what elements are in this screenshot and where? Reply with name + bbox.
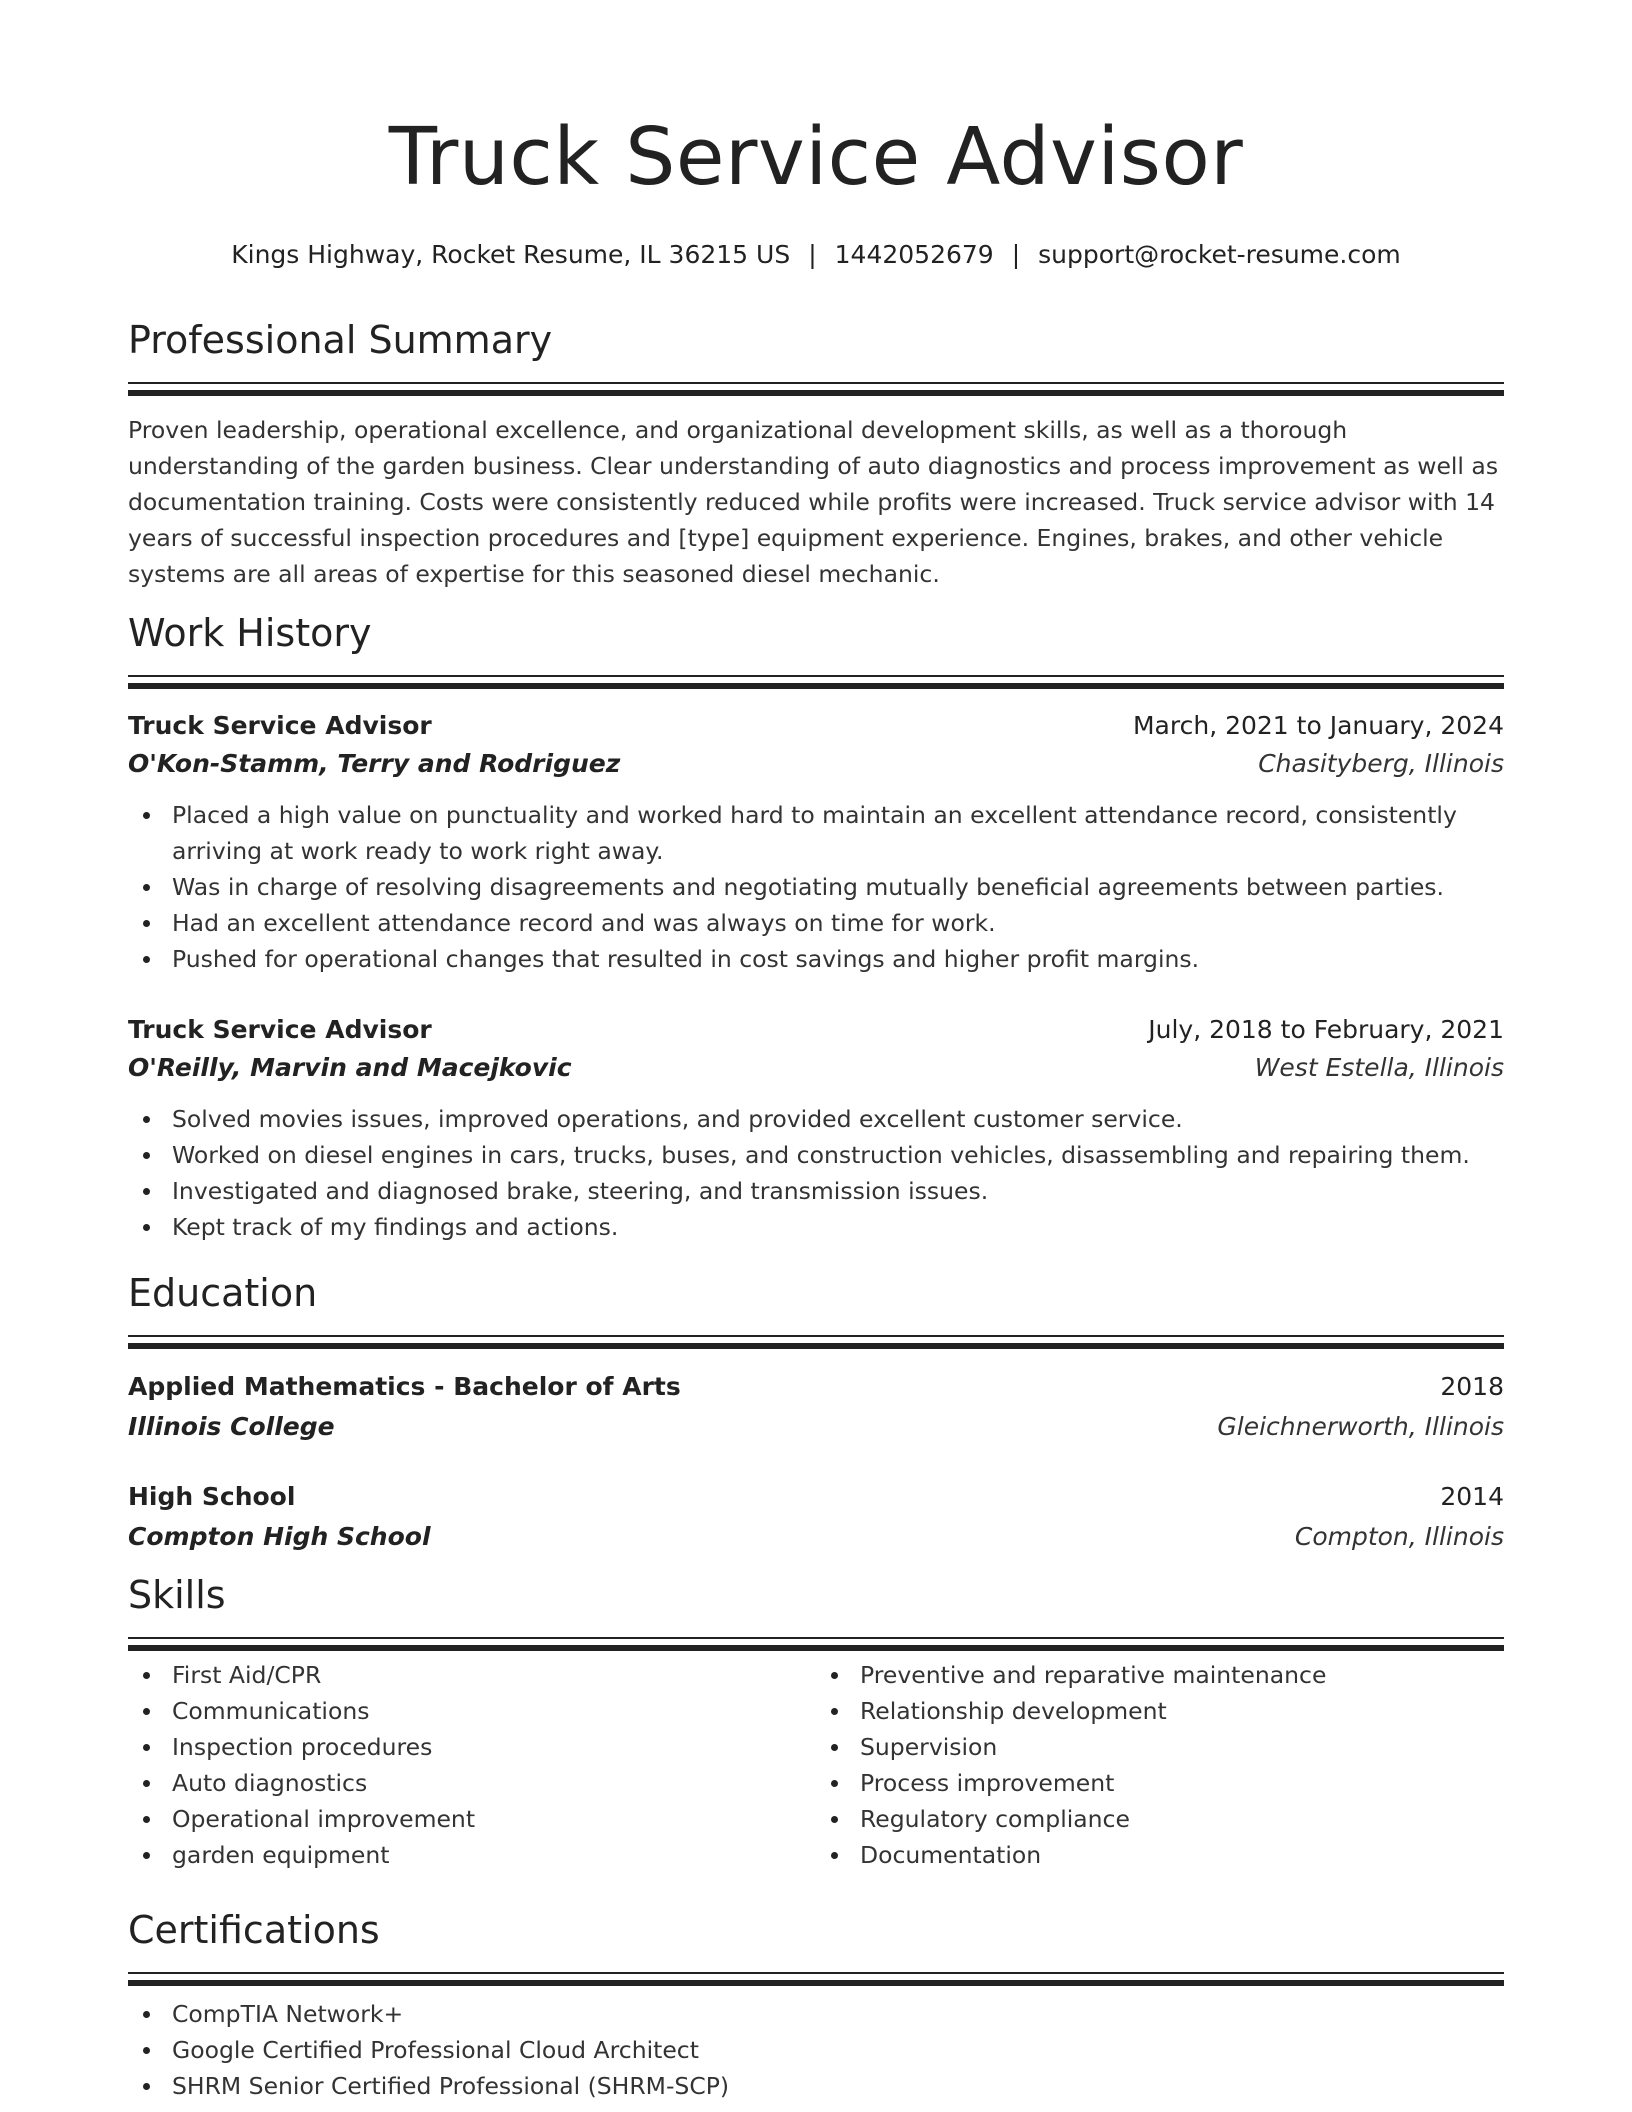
contact-line	[0, 240, 1632, 270]
skill-item: Operational improvement	[128, 1801, 816, 1837]
section-title-summary: Professional Summary	[128, 318, 553, 362]
section-title-skills: Skills	[128, 1573, 226, 1617]
education-school: Illinois College	[128, 1411, 335, 1441]
skill-item: Communications	[128, 1693, 816, 1729]
education-location: Gleichnerworth, Illinois	[1217, 1411, 1504, 1441]
section-divider	[128, 675, 1504, 689]
skills-column-right	[816, 1657, 1504, 1873]
education-entry	[128, 1367, 1504, 1447]
skill-item: Supervision	[816, 1729, 1504, 1765]
job-entry	[128, 1011, 1504, 1245]
skill-item: Auto diagnostics	[128, 1765, 816, 1801]
resume-name: Truck Service Advisor	[388, 111, 1244, 203]
certification-list	[128, 1996, 1504, 2104]
job-bullets	[128, 797, 1504, 977]
education-section	[128, 1271, 1504, 1557]
education-year: 2018	[1440, 1371, 1504, 1401]
job-location: Chasityberg, Illinois	[1258, 748, 1504, 778]
job-dates: March, 2021 to January, 2024	[1132, 710, 1504, 740]
skill-item: Documentation	[816, 1837, 1504, 1873]
section-title-certifications: Certifications	[128, 1908, 380, 1952]
certification-item: CompTIA Network+	[128, 1996, 1504, 2032]
job-bullet: Solved movies issues, improved operations, and provided excellent customer service.	[128, 1101, 1504, 1137]
contact-address: Kings Highway, Rocket Resume, IL 36215 US	[231, 240, 791, 269]
job-location: West Estella, Illinois	[1254, 1052, 1504, 1082]
education-degree: Applied Mathematics - Bachelor of Arts	[128, 1371, 681, 1401]
education-location: Compton, Illinois	[1294, 1521, 1504, 1551]
work-history-section	[128, 611, 1504, 1245]
education-school: Compton High School	[128, 1521, 431, 1551]
education-year: 2014	[1440, 1481, 1504, 1511]
skill-item: Regulatory compliance	[816, 1801, 1504, 1837]
job-entry	[128, 707, 1504, 977]
education-entry	[128, 1477, 1504, 1557]
section-divider	[128, 1972, 1504, 1986]
skill-item: Preventive and reparative maintenance	[816, 1657, 1504, 1693]
contact-separator: |	[808, 240, 817, 269]
skill-item: Inspection procedures	[128, 1729, 816, 1765]
certifications-section	[128, 1908, 1504, 2104]
skill-item: First Aid/CPR	[128, 1657, 816, 1693]
job-bullets	[128, 1101, 1504, 1245]
summary-section	[128, 318, 1504, 592]
certification-item: SHRM Senior Certified Professional (SHRM-SCP)	[128, 2068, 1504, 2104]
job-company: O'Kon-Stamm, Terry and Rodriguez	[128, 748, 621, 778]
job-title: Truck Service Advisor	[128, 710, 432, 740]
job-company: O'Reilly, Marvin and Macejkovic	[128, 1052, 572, 1082]
skill-item: garden equipment	[128, 1837, 816, 1873]
section-divider	[128, 1637, 1504, 1651]
job-bullet: Pushed for operational changes that resulted in cost savings and higher profit margins.	[128, 941, 1504, 977]
job-bullet: Was in charge of resolving disagreements and negotiating mutually beneficial agreements between parties.	[128, 869, 1504, 905]
skills-section	[128, 1573, 1504, 1873]
skill-item: Relationship development	[816, 1693, 1504, 1729]
section-title-work: Work History	[128, 611, 372, 655]
skills-grid	[128, 1657, 1504, 1873]
job-bullet: Worked on diesel engines in cars, trucks, buses, and construction vehicles, disassembling and repairing them.	[128, 1137, 1504, 1173]
job-bullet: Had an excellent attendance record and was always on time for work.	[128, 905, 1504, 941]
job-dates: July, 2018 to February, 2021	[1148, 1014, 1504, 1044]
contact-separator: |	[1011, 240, 1021, 269]
contact-email: support@rocket-resume.com	[1038, 240, 1401, 269]
job-bullet: Placed a high value on punctuality and worked hard to maintain an excellent attendance record, consistently arriving at work ready to work right away.	[128, 797, 1504, 869]
skill-item: Process improvement	[816, 1765, 1504, 1801]
job-title: Truck Service Advisor	[128, 1014, 432, 1044]
contact-phone: 1442052679	[834, 240, 994, 269]
skills-column-left	[128, 1657, 816, 1873]
summary-text: Proven leadership, operational excellence, and organizational development skills, as well as a thorough understanding of the garden business. Clear understanding of auto diagnostics and process improvement as well as documentation training. Costs were consistently reduced while profits were increased. Truck service advisor with 14 years of successful inspection procedures and [type] equipment experience. Engines, brakes, and other vehicle systems are all areas of expertise for this seasoned diesel mechanic.	[128, 415, 1499, 588]
education-degree: High School	[128, 1481, 296, 1511]
section-divider	[128, 382, 1504, 396]
job-bullet: Kept track of my findings and actions.	[128, 1209, 1504, 1245]
section-title-education: Education	[128, 1271, 318, 1315]
certification-item: Google Certified Professional Cloud Architect	[128, 2032, 1504, 2068]
job-bullet: Investigated and diagnosed brake, steering, and transmission issues.	[128, 1173, 1504, 1209]
section-divider	[128, 1335, 1504, 1349]
